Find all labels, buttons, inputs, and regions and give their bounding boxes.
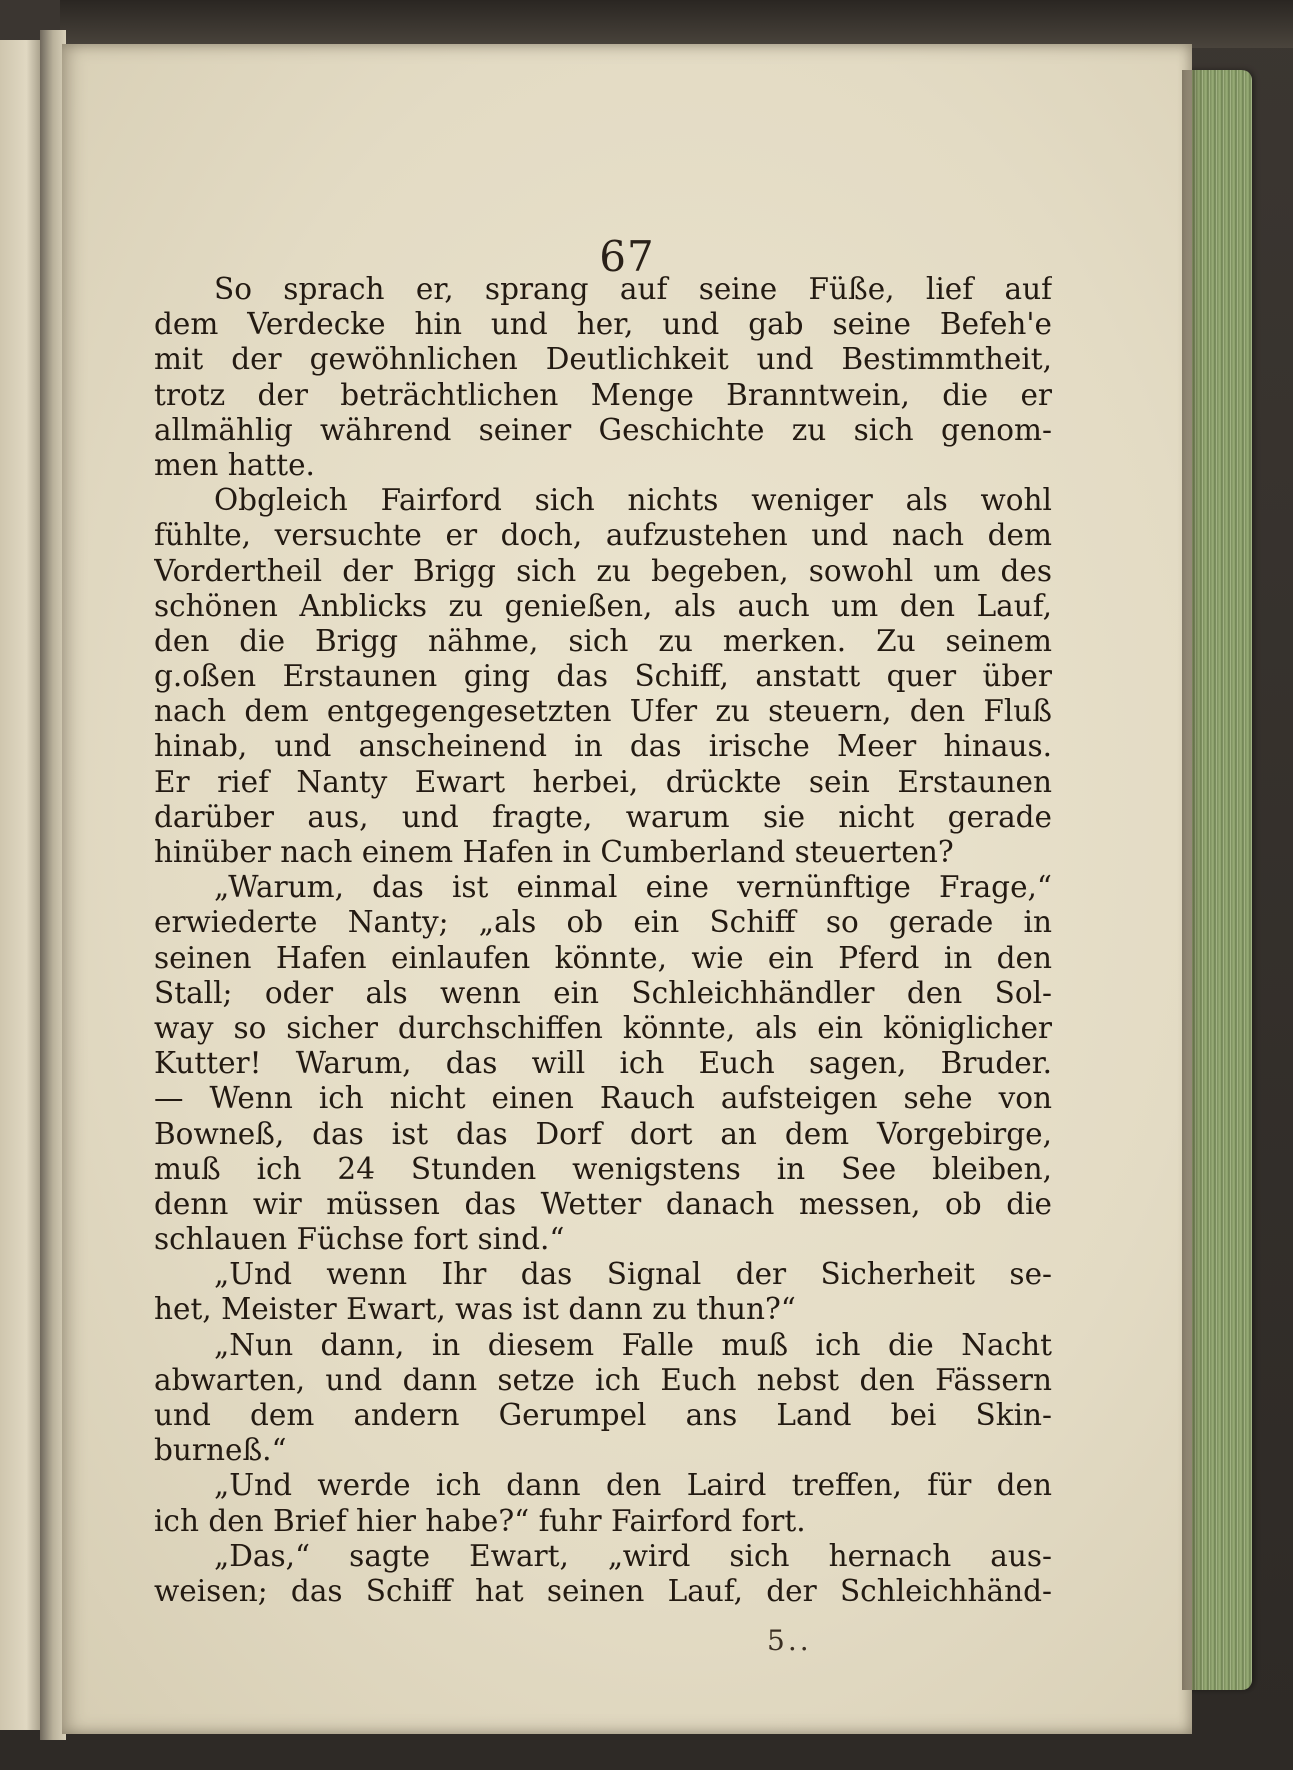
text-line: muß ich 24 Stunden wenigstens in See bleiben, [154, 1151, 1052, 1186]
body-text [154, 272, 1052, 1609]
text-line: den die Brigg nähme, sich zu merken. Zu seinem [154, 623, 1052, 658]
text-line: allmählig während seiner Geschichte zu sich genom- [154, 412, 1052, 447]
text-line: way so sicher durchschiffen könnte, als ein königlicher [154, 1010, 1052, 1045]
text-line: „Nun dann, in diesem Falle muß ich die Nacht [214, 1327, 1052, 1362]
text-line: „Das,“ sagte Ewart, „wird sich hernach aus- [214, 1538, 1052, 1573]
text-line: Er rief Nanty Ewart herbei, drückte sein Erstaunen [154, 764, 1052, 799]
page-edge-shadow [1182, 70, 1202, 1690]
signature-mark: 5.. [767, 1624, 812, 1657]
text-line: abwarten, und dann setze ich Euch nebst den Fässern [154, 1362, 1052, 1397]
text-line: Vordertheil der Brigg sich zu begeben, sowohl um des [154, 553, 1052, 588]
text-line: „Und wenn Ihr das Signal der Sicherheit se- [214, 1257, 1052, 1292]
page-number: 67 [599, 232, 655, 281]
text-line: So sprach er, sprang auf seine Füße, lief auf [214, 272, 1052, 306]
previous-page-edge [0, 40, 44, 1730]
book-cover-top [60, 0, 1293, 48]
text-line: „Warum, das ist einmal eine vernünftige Frage,“ [214, 870, 1052, 905]
text-line: Bowneß, das ist das Dorf dort an dem Vorgebirge, [154, 1116, 1052, 1151]
text-line: nach dem entgegengesetzten Ufer zu steuern, den Fluß [154, 694, 1052, 729]
text-line: denn wir müssen das Wetter danach messen, ob die [154, 1186, 1052, 1221]
text-line: ich den Brief hier habe?“ fuhr Fairford fort. [154, 1503, 806, 1538]
book-page [62, 44, 1192, 1734]
text-line: weisen; das Schiff hat seinen Lauf, der Schleichhänd- [154, 1573, 1052, 1608]
text-line: hinab, und anscheinend in das irische Meer hinaus. [154, 729, 1052, 764]
text-line: schlauen Füchse fort sind.“ [154, 1222, 565, 1257]
text-line: Kutter! Warum, das will ich Euch sagen, Bruder. [154, 1046, 1052, 1081]
text-line: und dem andern Gerumpel ans Land bei Skin- [154, 1398, 1052, 1432]
text-line: darüber aus, und fragte, warum sie nicht gerade [154, 799, 1052, 834]
text-line: Stall; oder als wenn ein Schleichhändler den Sol- [154, 975, 1052, 1010]
text-line: mit der gewöhnlichen Deutlichkeit und Bestimmtheit, [154, 342, 1052, 377]
text-line: erwiederte Nanty; „als ob ein Schiff so gerade in [154, 905, 1052, 940]
text-line: Obgleich Fairford sich nichts weniger als wohl [214, 483, 1052, 518]
text-line: trotz der beträchtlichen Menge Branntwein, die er [154, 377, 1052, 412]
text-line: — Wenn ich nicht einen Rauch aufsteigen sehe von [154, 1081, 1052, 1116]
text-line: hinüber nach einem Hafen in Cumberland steuerten? [154, 835, 954, 869]
text-line: seinen Hafen einlaufen könnte, wie ein Pferd in den [154, 940, 1052, 975]
text-line: „Und werde ich dann den Laird treffen, für den [214, 1468, 1052, 1503]
text-line: burneß.“ [154, 1433, 287, 1468]
text-line: schönen Anblicks zu genießen, als auch um den Lauf, [154, 588, 1052, 623]
text-line: fühlte, versuchte er doch, aufzustehen und nach dem [154, 518, 1052, 553]
text-line: men hatte. [154, 447, 315, 482]
text-line: dem Verdecke hin und her, und gab seine Befeh'e [154, 307, 1052, 342]
text-line: het, Meister Ewart, was ist dann zu thun?“ [154, 1292, 796, 1327]
text-line: g.oßen Erstaunen ging das Schiff, anstatt quer über [154, 659, 1052, 694]
